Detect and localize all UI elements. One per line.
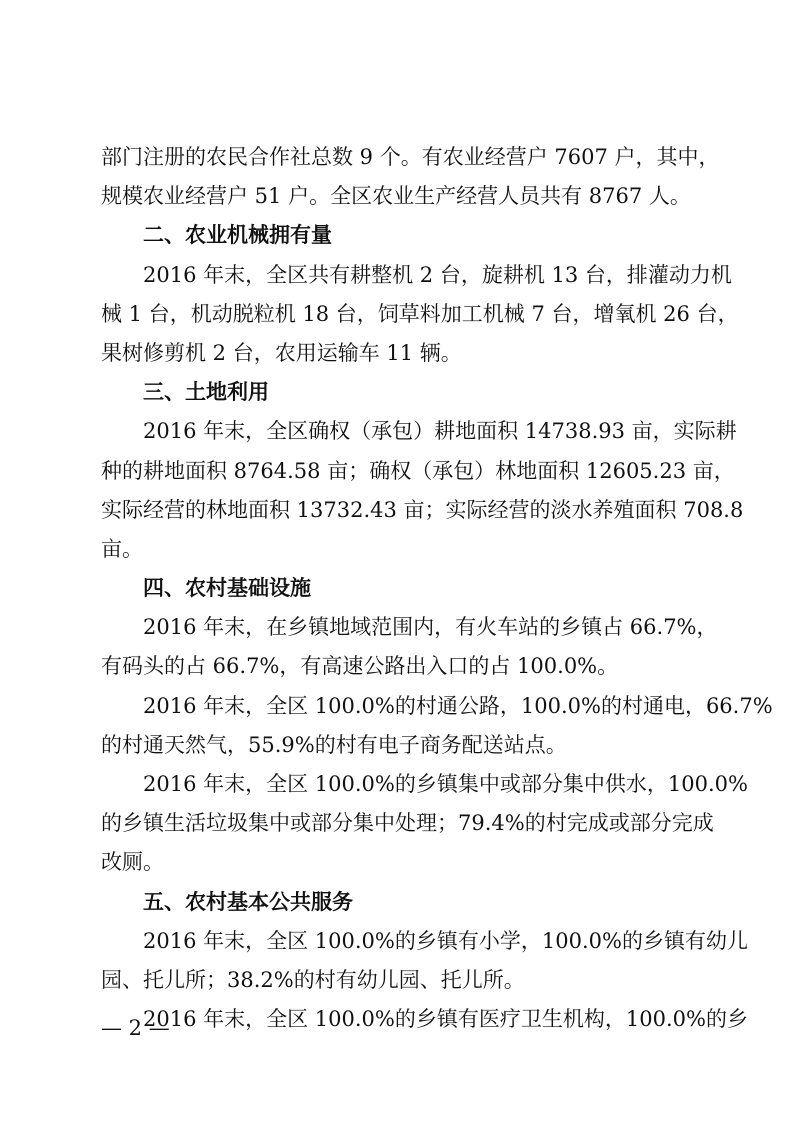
text-line: 部门注册的农民合作社总数 9 个。有农业经营户 7607 户，其中， — [101, 145, 720, 169]
body-text — [101, 138, 773, 1039]
text-line: 2016 年末，全区 100.0%的乡镇集中或部分集中供水，100.0% — [143, 772, 748, 796]
section-heading: 四、农村基础设施 — [143, 576, 311, 601]
section-heading: 五、农村基本公共服务 — [143, 889, 353, 914]
text-line: 实际经营的林地面积 13732.43 亩；实际经营的淡水养殖面积 708.8 — [101, 497, 744, 522]
text-line: 的村通天然气，55.9%的村有电子商务配送站点。 — [101, 732, 567, 757]
text-line: 亩。 — [101, 536, 143, 561]
text-line: 2016 年末，全区共有耕整机 2 台，旋耕机 13 台，排灌动力机 — [143, 262, 732, 287]
text-line: 有码头的占 66.7%，有高速公路出入口的占 100.0%。 — [101, 654, 619, 679]
text-line: 规模农业经营户 51 户。全区农业生产经营人员共有 8767 人。 — [101, 184, 691, 209]
page-number: — 2 — — [101, 1016, 170, 1040]
section-heading: 二、农业机械拥有量 — [143, 223, 332, 248]
text-line: 2016 年末，全区 100.0%的乡镇有医疗卫生机构，100.0%的乡 — [143, 1007, 748, 1032]
text-line: 种的耕地面积 8764.58 亩；确权（承包）林地面积 12605.23 亩， — [101, 458, 735, 483]
text-line: 械 1 台，机动脱粒机 18 台，饲草料加工机械 7 台，增氧机 26 台， — [101, 301, 739, 326]
text-line: 果树修剪机 2 台，农用运输车 11 辆。 — [101, 340, 462, 365]
text-line: 2016 年末，全区确权（承包）耕地面积 14738.93 亩，实际耕 — [143, 419, 737, 444]
text-line: 2016 年末，全区 100.0%的乡镇有小学，100.0%的乡镇有幼儿 — [143, 928, 748, 953]
text-line: 的乡镇生活垃圾集中或部分集中处理；79.4%的村完成或部分完成 — [101, 811, 714, 836]
text-line: 改厕。 — [101, 850, 164, 875]
text-line: 2016 年末，全区 100.0%的村通公路，100.0%的村通电，66.7% — [143, 693, 773, 718]
text-line: 园、托儿所；38.2%的村有幼儿园、托儿所。 — [101, 967, 525, 992]
text-line: 2016 年末，在乡镇地域范围内，有火车站的乡镇占 66.7%， — [143, 615, 718, 640]
section-heading: 三、土地利用 — [143, 380, 269, 405]
